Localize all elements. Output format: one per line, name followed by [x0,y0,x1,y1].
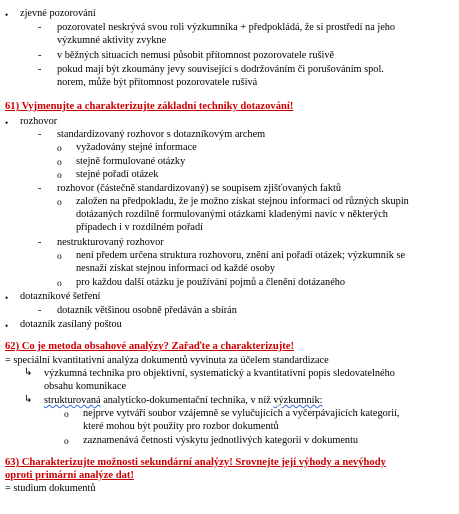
semi-item-line-2: dotázaných rozdílně formulovanými otázkami kladenými navíc v některých [76,209,388,220]
dash-marker: - [38,50,42,61]
list-item-dotaznik-postou: dotazník zasílaný poštou [20,319,122,330]
std-item-2: stejně formulované otázky [76,156,186,167]
heading-q63-line-2: oproti primární analýze dat! [5,470,134,481]
q62-sub-1-line-2: které mohou být použity pro rozbor dokumentů [83,421,279,432]
heading-q63-line-1: 63) Charakterizujte možnosti sekundární analýzy! Srovnejte její výhody a nevýhody [5,457,386,468]
q62-arrow-item-1-line-1: výzkumná technika pro objektivní, systematický a kvantitativní popis sledovatelného [44,368,395,379]
heading-q61: 61) Vyjmenujte a charakterizujte základní techniky dotazování! [5,101,294,112]
circle-marker: o [57,252,62,262]
circle-marker: o [64,437,69,447]
unstr-item-1-line-2: nesnaží získat stejnou informaci od každé osoby [76,263,276,274]
unstr-item-1-line-1: není předem určena struktura rozhovoru, znění ani pořadí otázek; výzkumník se [76,250,406,261]
circle-marker: o [57,279,62,289]
semi-item-line-3: případech i v rozdílném pořadí [76,222,203,233]
unstr-item-2: pro každou další otázku je používání pojmů a členění dotázaného [76,277,346,288]
intro-sub-2: v běžných situacích nemusí působit přítomnost pozorovatele rušivě [57,50,335,61]
bullet-marker: • [5,321,9,331]
q62-sub-1-line-1: nejprve vytváří soubor vzájemně se vylučujících a vyčerpávajících kategorií, [83,408,400,419]
q62-definition: = speciální kvantitativní analýza dokumentů vyvinuta za účelem standardizace [5,355,329,366]
arrow-icon: ↳ [24,367,33,378]
standardized-interview: standardizovaný rozhovor s dotazníkovým archem [57,129,266,140]
dash-marker: - [38,22,42,33]
intro-sub-3-line-1: pokud mají být zkoumány jevy související s dodržováním či porušováním spol. [57,64,384,75]
heading-q62: 62) Co je metoda obsahové analýzy? Zařaďte a charakterizujte! [5,341,295,352]
circle-marker: o [64,410,69,420]
bullet-marker: • [5,293,9,303]
arrow-icon: ↳ [24,394,33,405]
intro-sub-1-line-1: pozorovatel neskrývá svou roli výzkumníka + předpokládá, že si prostředí na jeho [57,22,396,33]
circle-marker: o [57,158,62,168]
list-item-rozhovor: rozhovor [20,116,58,127]
q62-arrow-item-1-line-2: obsahu komunikace [44,381,127,392]
list-item-zjevne: zjevné pozorování [20,8,96,19]
unstructured-interview: nestrukturovaný rozhovor [57,237,164,248]
q62-arrow-item-2 [44,395,323,407]
std-item-3: stejné pořadí otázek [76,169,159,180]
std-item-1: vyžadovány stejné informace [76,142,197,153]
dash-marker: - [38,183,42,194]
intro-sub-3-line-2: norem, může být přítomnost pozorovatele rušivá [57,77,258,88]
dash-marker: - [38,129,42,140]
dotaznik-sub: dotazník většinou osobně předáván a sbírán [57,305,237,316]
spellcheck-word: strukturovaná [44,395,101,406]
q62-arrow-item-2-text: analyticko-dokumentační technika, v níž [100,395,274,406]
dash-marker: - [38,237,42,248]
dash-marker: - [38,305,42,316]
circle-marker: o [57,171,62,181]
semi-standardized-interview: rozhovor (částečně standardizovaný) se soupisem zjišťovaných faktů [57,183,342,194]
semi-item-line-1: založen na předpokladu, že je možno získat stejnou informaci od různých skupin [76,196,409,207]
spellcheck-word: výzkumník: [273,395,323,406]
q63-definition: = studium dokumentů [5,483,96,494]
list-item-dotaznikove: dotazníkové šetření [20,291,101,302]
dash-marker: - [38,64,42,75]
circle-marker: o [57,198,62,208]
circle-marker: o [57,144,62,154]
intro-sub-1-line-2: výzkumné aktivity zvykne [57,35,167,46]
bullet-marker: • [5,118,9,128]
bullet-marker: • [5,10,9,20]
q62-sub-2: zaznamenává četnosti výskytu jednotlivých kategorií v dokumentu [83,435,359,446]
